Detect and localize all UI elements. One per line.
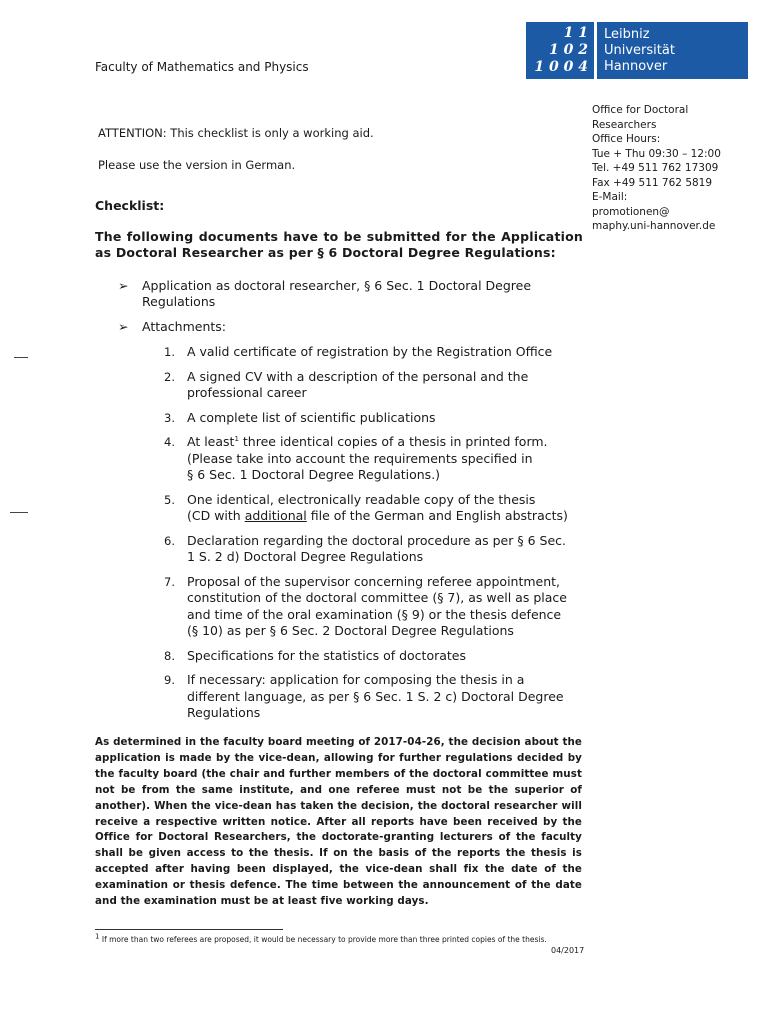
- logo-text-line: Hannover: [604, 59, 668, 74]
- logo-mark: [526, 22, 594, 79]
- item-text-part: (CD with: [187, 508, 245, 523]
- office-line: Tue + Thu 09:30 – 12:00: [592, 147, 721, 160]
- list-item: [150, 369, 590, 402]
- item-text: and time of the oral examination (§ 9) or the thesis defence: [187, 606, 562, 622]
- footnote: [95, 932, 547, 944]
- office-email-link[interactable]: maphy.uni-hannover.de: [592, 220, 716, 232]
- office-line: E-Mail:: [592, 191, 628, 203]
- intro-text: The following documents have to be submitted for the Application as Doctoral Researcher as per § 6 Doctoral Degree Regulations:: [95, 229, 583, 260]
- logo-text: [597, 22, 748, 79]
- list-item: [150, 672, 590, 722]
- procedure-paragraph: As determined in the faculty board meeting of 2017-04-26, the decision about the application is made by the vice-dean, allowing for further regulations decided by the faculty board (the chair and further members of the doctoral committee must not be from the same institute, and one referee must not be the superior of another). When the vice-dean has taken the decision, the doctoral researcher will receive a respective written notice. After all reports have been received by the Office for Doctoral Researchers, the doctorate-granting lecturers of the faculty shall be given access to the thesis. If on the basis of the reports the thesis is accepted after having been displayed, the vice-dean shall fix the date of the examination or thesis defence. The time between the announcement of the date and the examination must be at least five working days.: [95, 736, 582, 908]
- footnote-divider: [95, 929, 283, 930]
- item-text: (Please take into account the requirements specified in: [187, 450, 533, 466]
- item-text: (§ 10) as per § 6 Sec. 2 Doctoral Degree Regulations: [187, 623, 514, 638]
- footnote-marker: 1: [95, 932, 100, 941]
- logo-text-line: Leibniz: [604, 27, 650, 42]
- item-number: 3.: [164, 410, 175, 425]
- list-item: [150, 434, 590, 484]
- item-text: Proposal of the supervisor concerning referee appointment,: [187, 573, 561, 589]
- office-line: Office for Doctoral: [592, 104, 689, 116]
- office-line: promotionen@: [592, 205, 670, 218]
- logo-text-line: Universität: [604, 43, 675, 58]
- footnote-marker: 1: [234, 434, 239, 443]
- item-text-part: three identical copies of a thesis in printed form.: [238, 434, 548, 449]
- logo-mark-line: 1 0 2: [549, 42, 588, 58]
- item-text: A signed CV with a description of the personal and the: [187, 368, 529, 384]
- item-number: 5.: [164, 492, 175, 507]
- list-item: [150, 648, 590, 665]
- list-item: [150, 492, 590, 525]
- item-number: 9.: [164, 673, 175, 687]
- office-line: Fax +49 511 762 5819: [592, 176, 713, 189]
- office-line: Tel. +49 511 762 17309: [592, 162, 719, 174]
- item-text: Regulations: [187, 705, 261, 720]
- item-number: 2.: [164, 369, 175, 384]
- item-text: Specifications for the statistics of doctorates: [187, 647, 467, 663]
- item-text-part: file of the German and English abstracts): [306, 508, 568, 523]
- office-line: Researchers: [592, 118, 657, 131]
- checklist-title: Checklist:: [95, 198, 165, 213]
- item-text: Declaration regarding the doctoral procedure as per § 6 Sec.: [187, 532, 566, 548]
- item-text-part: At least: [187, 434, 235, 449]
- arrow-bullet-icon: ➢: [118, 278, 129, 293]
- bullet-item: [118, 278, 588, 310]
- item-number: 6.: [164, 533, 175, 548]
- document-date: 04/2017: [551, 946, 585, 955]
- item-text: A complete list of scientific publications: [187, 409, 436, 425]
- bullet-list: [118, 278, 588, 344]
- item-number: 8.: [164, 648, 175, 663]
- arrow-bullet-icon: ➢: [118, 319, 129, 334]
- list-item: [150, 574, 590, 640]
- item-text: 1 S. 2 d) Doctoral Degree Regulations: [187, 549, 424, 564]
- item-text: One identical, electronically readable copy of the thesis: [187, 491, 536, 507]
- item-number: 7.: [164, 574, 175, 589]
- item-text: If necessary: application for composing the thesis in a: [187, 672, 525, 687]
- attachments-list: [150, 344, 590, 730]
- item-text: § 6 Sec. 1 Doctoral Degree Regulations.): [187, 467, 441, 482]
- punch-mark: [10, 512, 28, 513]
- logo-mark-line: 1 1: [563, 25, 588, 41]
- item-number: 4.: [164, 435, 175, 449]
- list-item: [150, 410, 590, 427]
- bullet-text: Attachments:: [142, 319, 227, 334]
- underlined-text: additional: [244, 508, 307, 523]
- attention-note: ATTENTION: This checklist is only a working aid.: [98, 126, 374, 140]
- list-item: [150, 533, 590, 566]
- item-text: A valid certificate of registration by the Registration Office: [187, 344, 553, 359]
- item-text: [187, 508, 590, 525]
- item-number: 1.: [164, 345, 175, 359]
- item-text: professional career: [187, 385, 307, 400]
- fold-mark: [14, 357, 28, 358]
- office-line: Office Hours:: [592, 133, 661, 145]
- logo-mark-line: 1 0 0 4: [534, 59, 588, 75]
- item-text: different language, as per § 6 Sec. 1 S. 2 c) Doctoral Degree: [187, 688, 564, 704]
- item-text: [187, 434, 590, 451]
- bullet-item: [118, 319, 588, 335]
- faculty-name: Faculty of Mathematics and Physics: [95, 60, 309, 74]
- german-version-note: Please use the version in German.: [98, 158, 296, 172]
- list-item: [150, 344, 590, 361]
- footnote-text: If more than two referees are proposed, it would be necessary to provide more than three printed copies of the thesis.: [101, 935, 547, 944]
- bullet-text: Application as doctoral researcher, § 6 Sec. 1 Doctoral Degree Regulations: [142, 278, 532, 309]
- office-contact: [592, 103, 762, 234]
- university-logo: [526, 22, 748, 79]
- item-text: constitution of the doctoral committee (§ 7), as well as place: [187, 590, 567, 605]
